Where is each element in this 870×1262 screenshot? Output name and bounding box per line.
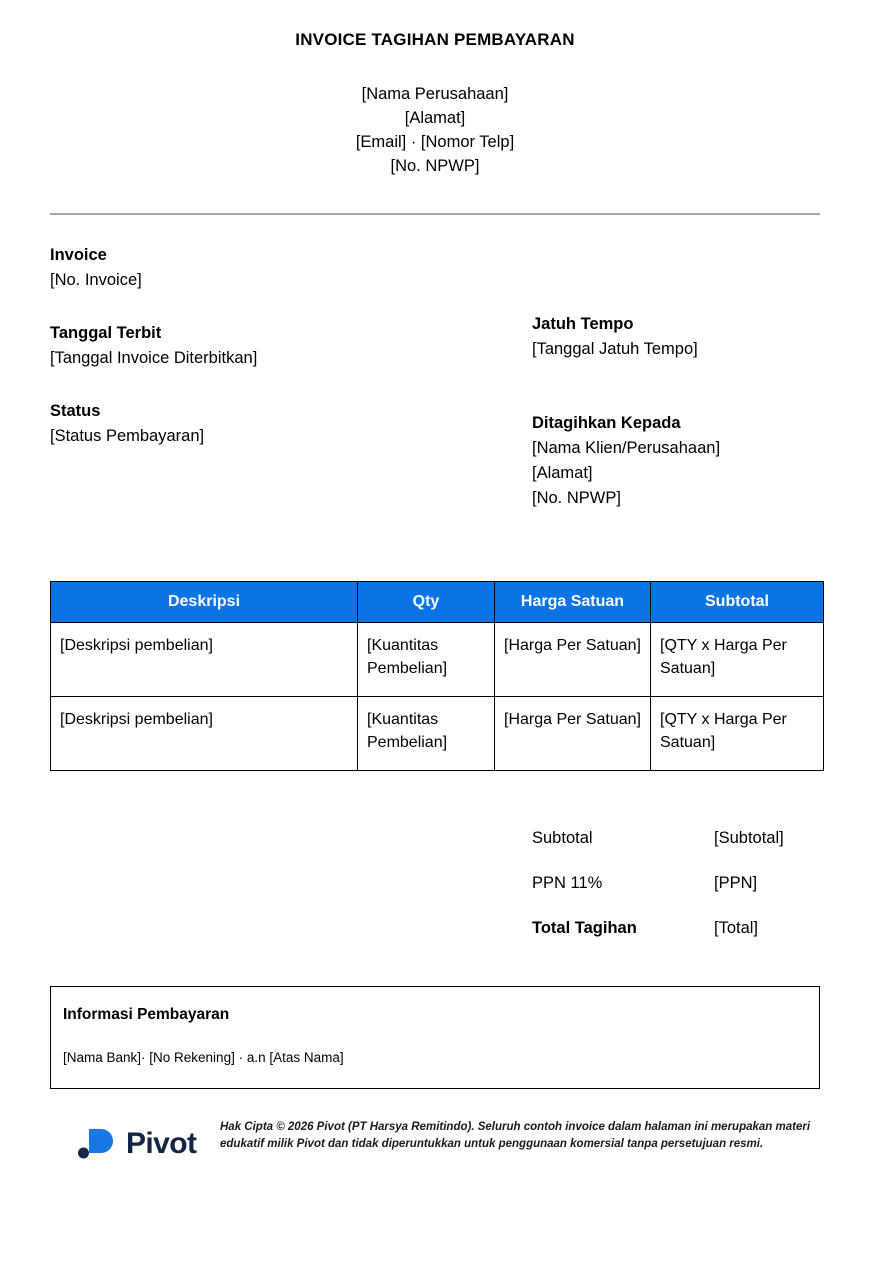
spacer [50, 293, 520, 321]
page-title: INVOICE TAGIHAN PEMBAYARAN [295, 30, 575, 49]
status-value: [Status Pembayaran] [50, 427, 205, 445]
totals-row-subtotal [532, 829, 832, 874]
cell-subtotal: [QTY x Harga Per Satuan] [651, 697, 824, 771]
invoice-number-value: [No. Invoice] [50, 271, 142, 289]
company-name: [Nama Perusahaan] [361, 85, 509, 103]
bill-to-label: Ditagihkan Kepada [532, 414, 681, 432]
total-value: [Total] [714, 919, 759, 937]
due-date-label: Jatuh Tempo [532, 315, 634, 333]
issue-date-value: [Tanggal Invoice Diterbitkan] [50, 349, 258, 367]
totals-inner [532, 829, 832, 964]
items-table-wrapper [50, 581, 820, 771]
bill-to-block [532, 411, 862, 511]
status-label: Status [50, 402, 101, 420]
cell-qty: [Kuantitas Pembelian] [358, 623, 495, 697]
column-header-harga-satuan: Harga Satuan [495, 582, 651, 623]
column-header-subtotal: Subtotal [651, 582, 824, 623]
meta-left-column [50, 243, 520, 449]
cell-unit-price: [Harga Per Satuan] [495, 623, 651, 697]
subtotal-label: Subtotal [532, 829, 593, 847]
tax-value: [PPN] [714, 874, 758, 892]
page-footer [50, 1115, 820, 1195]
total-label: Total Tagihan [532, 919, 637, 937]
tax-label: PPN 11% [532, 874, 603, 892]
spacer [50, 371, 520, 399]
bill-to-npwp: [No. NPWP] [532, 489, 621, 507]
table-row [51, 623, 824, 697]
company-contact: [Email] · [Nomor Telp] [355, 133, 515, 151]
payment-info-details: [Nama Bank]· [No Rekening] · a.n [Atas Nama] [63, 1050, 344, 1065]
payment-info-box [50, 986, 820, 1089]
bill-to-name: [Nama Klien/Perusahaan] [532, 439, 721, 457]
status-field [50, 399, 520, 449]
items-table [50, 581, 824, 771]
issue-date-field [50, 321, 520, 371]
column-header-qty: Qty [358, 582, 495, 623]
copyright-text: Hak Cipta © 2026 Pivot (PT Harsya Remitindo). Seluruh contoh invoice dalam halaman ini merupakan materi edukatif milik Pivot dan tidak diperuntukkan untuk penggunaan komersial tanpa persetujuan resmi. [220, 1121, 811, 1150]
cell-unit-price: [Harga Per Satuan] [495, 697, 651, 771]
pivot-logo [77, 1125, 196, 1163]
due-date-value: [Tanggal Jatuh Tempo] [532, 340, 698, 358]
cell-description: [Deskripsi pembelian] [51, 623, 358, 697]
payment-info-title: Informasi Pembayaran [63, 1006, 230, 1023]
totals-section [50, 771, 820, 964]
company-npwp: [No. NPWP] [390, 157, 480, 175]
invoice-meta [50, 215, 820, 507]
cell-qty: [Kuantitas Pembelian] [358, 697, 495, 771]
issue-date-label: Tanggal Terbit [50, 324, 162, 342]
company-header [0, 82, 870, 178]
cell-subtotal: [QTY x Harga Per Satuan] [651, 623, 824, 697]
invoice-number-label: Invoice [50, 246, 107, 264]
pivot-logo-wordmark: Pivot [126, 1127, 197, 1160]
cell-description: [Deskripsi pembelian] [51, 697, 358, 771]
totals-row-tax [532, 874, 832, 919]
subtotal-value: [Subtotal] [714, 829, 784, 847]
table-header-row [51, 582, 824, 623]
pivot-logo-mark-icon [77, 1125, 123, 1163]
due-date-field [532, 312, 852, 362]
bill-to-address: [Alamat] [532, 464, 593, 482]
invoice-number-field [50, 243, 520, 293]
table-row [51, 697, 824, 771]
company-address: [Alamat] [404, 109, 466, 127]
column-header-deskripsi: Deskripsi [51, 582, 358, 623]
totals-row-total [532, 919, 832, 964]
